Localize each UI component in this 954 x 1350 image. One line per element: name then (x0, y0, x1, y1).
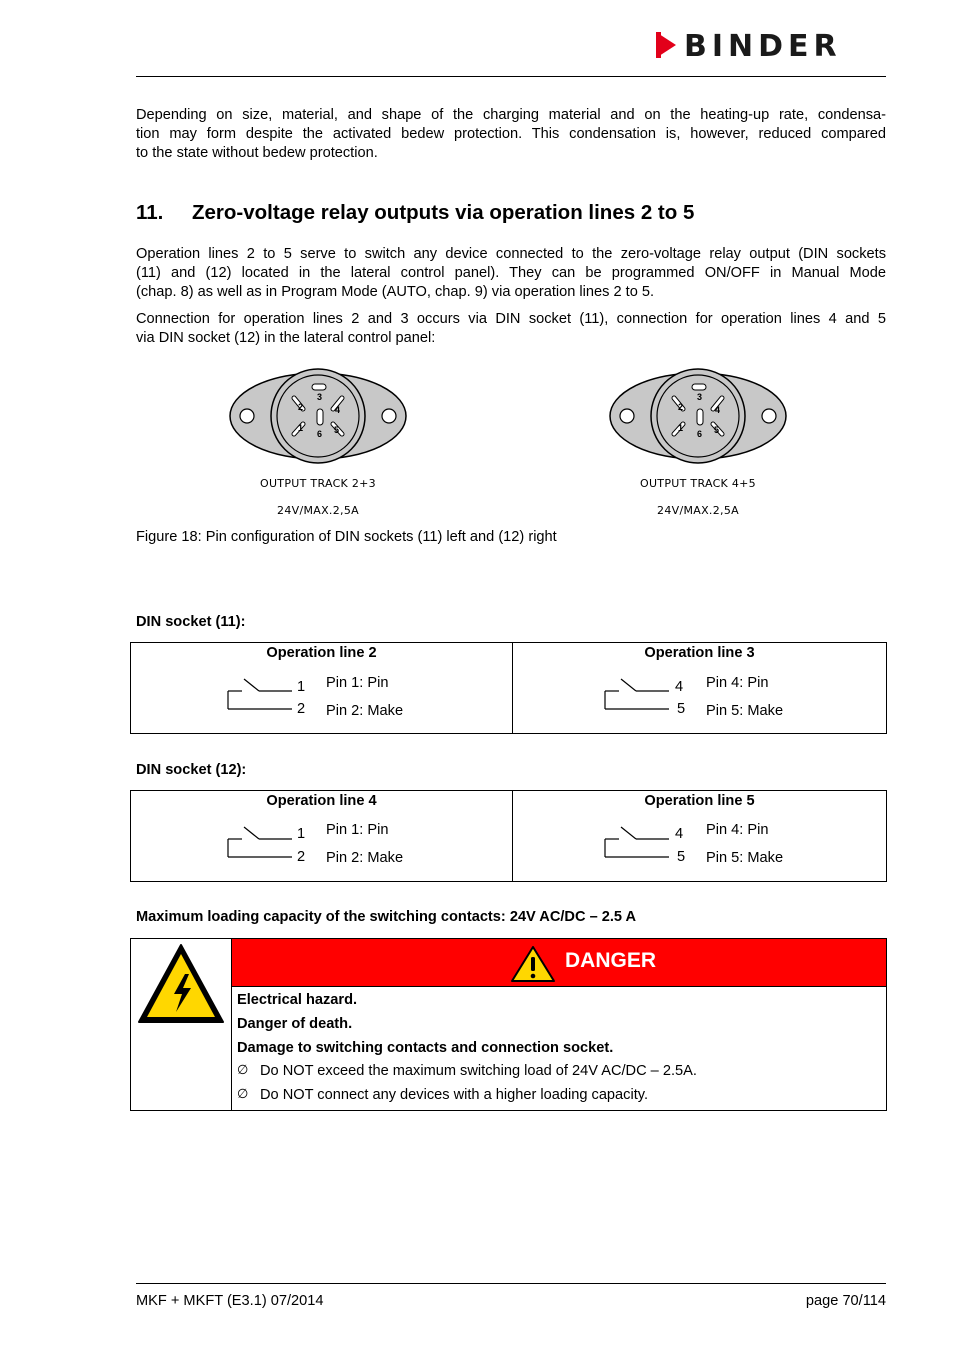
footer-rule (136, 1283, 886, 1284)
switch-contact-icon (226, 677, 296, 711)
din11-line2-pin-b: 2 (297, 701, 306, 717)
max-load-note: Maximum loading capacity of the switching contacts: 24V AC/DC – 2.5 A (136, 909, 637, 925)
switch-contact-icon (603, 825, 673, 859)
paragraph-connection (136, 310, 886, 348)
danger-title: DANGER (565, 949, 657, 972)
danger-electrical-hazard: Electrical hazard. (237, 992, 358, 1008)
din11-table (130, 642, 887, 734)
socket-right-pin-3: 3 (697, 392, 703, 402)
switch-contact-icon (226, 825, 296, 859)
electrical-hazard-icon (136, 942, 226, 1026)
para1-line-1: Operation lines 2 to 5 serve to switch any device connected to the zero-voltage relay output (DIN sockets (136, 246, 886, 262)
header-rule (136, 76, 886, 77)
intro-line-1: Depending on size, material, and shape of the charging material and on the heating-up rate, condensa- (136, 107, 886, 123)
din12-line4-desc-a: Pin 1: Pin (326, 822, 389, 838)
para1-line-2: (11) and (12) located in the lateral control panel). They can be programmed ON/OFF in Manual Mode (136, 265, 886, 281)
din11-line3-pin-b: 5 (677, 701, 686, 717)
din12-line4-desc-b: Pin 2: Make (326, 850, 404, 866)
danger-header (232, 939, 886, 987)
din-socket-diagram-right (608, 365, 788, 473)
logo-mark-icon (654, 30, 680, 62)
din11-line3-desc-b: Pin 5: Make (706, 703, 784, 719)
prohibition-icon: ∅ (237, 1063, 249, 1078)
footer-document-id: MKF + MKFT (E3.1) 07/2014 (136, 1293, 324, 1309)
din11-line2-desc-b: Pin 2: Make (326, 703, 404, 719)
socket-right-pin-5: 5 (714, 425, 720, 435)
prohibition-icon: ∅ (237, 1087, 249, 1102)
din12-cell-line4 (131, 791, 513, 881)
intro-line-2: tion may form despite the activated bedew protection. This condensation is, however, reduced compared (136, 126, 886, 142)
para1-line-3: (chap. 8) as well as in Program Mode (AUTO, chap. 9) via operation lines 2 to 5. (136, 284, 655, 300)
section-number: 11. (136, 201, 164, 224)
brand-name: BINDER (684, 29, 842, 64)
socket-right-label-2: 24V/MAX.2,5A (657, 504, 739, 517)
switch-contact-icon (603, 677, 673, 711)
din12-line4-pin-b: 2 (297, 849, 306, 865)
din11-cell-line3 (513, 643, 886, 733)
danger-bullet-1-text: Do NOT exceed the maximum switching load of 24V AC/DC – 2.5A. (260, 1063, 697, 1079)
socket-left-label-1: OUTPUT TRACK 2+3 (260, 477, 376, 490)
intro-line-3: to the state without bedew protection. (136, 145, 378, 161)
footer-page-number: page 70/114 (805, 1293, 886, 1309)
din-socket-left-icon (228, 365, 408, 469)
intro-paragraph (136, 106, 886, 163)
din12-line5-title: Operation line 5 (644, 793, 755, 809)
din12-line5-desc-b: Pin 5: Make (706, 850, 784, 866)
figure-caption: Figure 18: Pin configuration of DIN sockets (11) left and (12) right (136, 529, 557, 545)
din12-line5-pin-b: 5 (677, 849, 686, 865)
socket-left-pin-6: 6 (317, 429, 323, 439)
socket-left-pin-5: 5 (334, 425, 340, 435)
socket-right-label-1: OUTPUT TRACK 4+5 (640, 477, 756, 490)
din12-cell-line5 (513, 791, 886, 881)
din11-cell-line2 (131, 643, 513, 733)
section-title: Zero-voltage relay outputs via operation lines 2 to 5 (192, 201, 695, 224)
din11-line3-desc-a: Pin 4: Pin (706, 675, 769, 691)
din12-line4-pin-a: 1 (297, 826, 306, 842)
warning-icon (510, 945, 556, 983)
danger-notice (130, 938, 887, 1111)
socket-left-label-2: 24V/MAX.2,5A (277, 504, 359, 517)
din11-line3-pin-a: 4 (675, 679, 684, 695)
socket-left-pin-1: 1 (298, 423, 304, 433)
din12-table (130, 790, 887, 882)
danger-damage-note: Damage to switching contacts and connection socket. (237, 1040, 614, 1056)
socket-right-pin-2: 2 (678, 402, 684, 412)
binder-logo (654, 30, 886, 62)
din12-line4-title: Operation line 4 (266, 793, 377, 809)
din11-line3-title: Operation line 3 (644, 645, 755, 661)
danger-of-death: Danger of death. (237, 1016, 353, 1032)
din11-line2-title: Operation line 2 (266, 645, 377, 661)
socket-left-pin-3: 3 (317, 392, 323, 402)
para2-line-2: via DIN socket (12) in the lateral control panel: (136, 330, 436, 346)
paragraph-operation-lines (136, 245, 886, 302)
socket-right-pin-6: 6 (697, 429, 703, 439)
din12-line5-desc-a: Pin 4: Pin (706, 822, 769, 838)
din-socket-diagram-left (228, 365, 408, 473)
din11-line2-pin-a: 1 (297, 679, 306, 695)
socket-right-pin-4: 4 (715, 405, 721, 415)
din12-heading: DIN socket (12): (136, 762, 247, 778)
danger-bullet-2-text: Do NOT connect any devices with a higher loading capacity. (260, 1087, 649, 1103)
danger-icon-cell (131, 939, 232, 1110)
para2-line-1: Connection for operation lines 2 and 3 occurs via DIN socket (11), connection for operation lines 4 and 5 (136, 311, 886, 327)
socket-left-pin-2: 2 (298, 402, 304, 412)
din11-heading: DIN socket (11): (136, 614, 246, 630)
din-socket-right-icon (608, 365, 788, 469)
socket-right-pin-1: 1 (678, 423, 684, 433)
din12-line5-pin-a: 4 (675, 826, 684, 842)
socket-left-pin-4: 4 (335, 405, 341, 415)
din11-line2-desc-a: Pin 1: Pin (326, 675, 389, 691)
